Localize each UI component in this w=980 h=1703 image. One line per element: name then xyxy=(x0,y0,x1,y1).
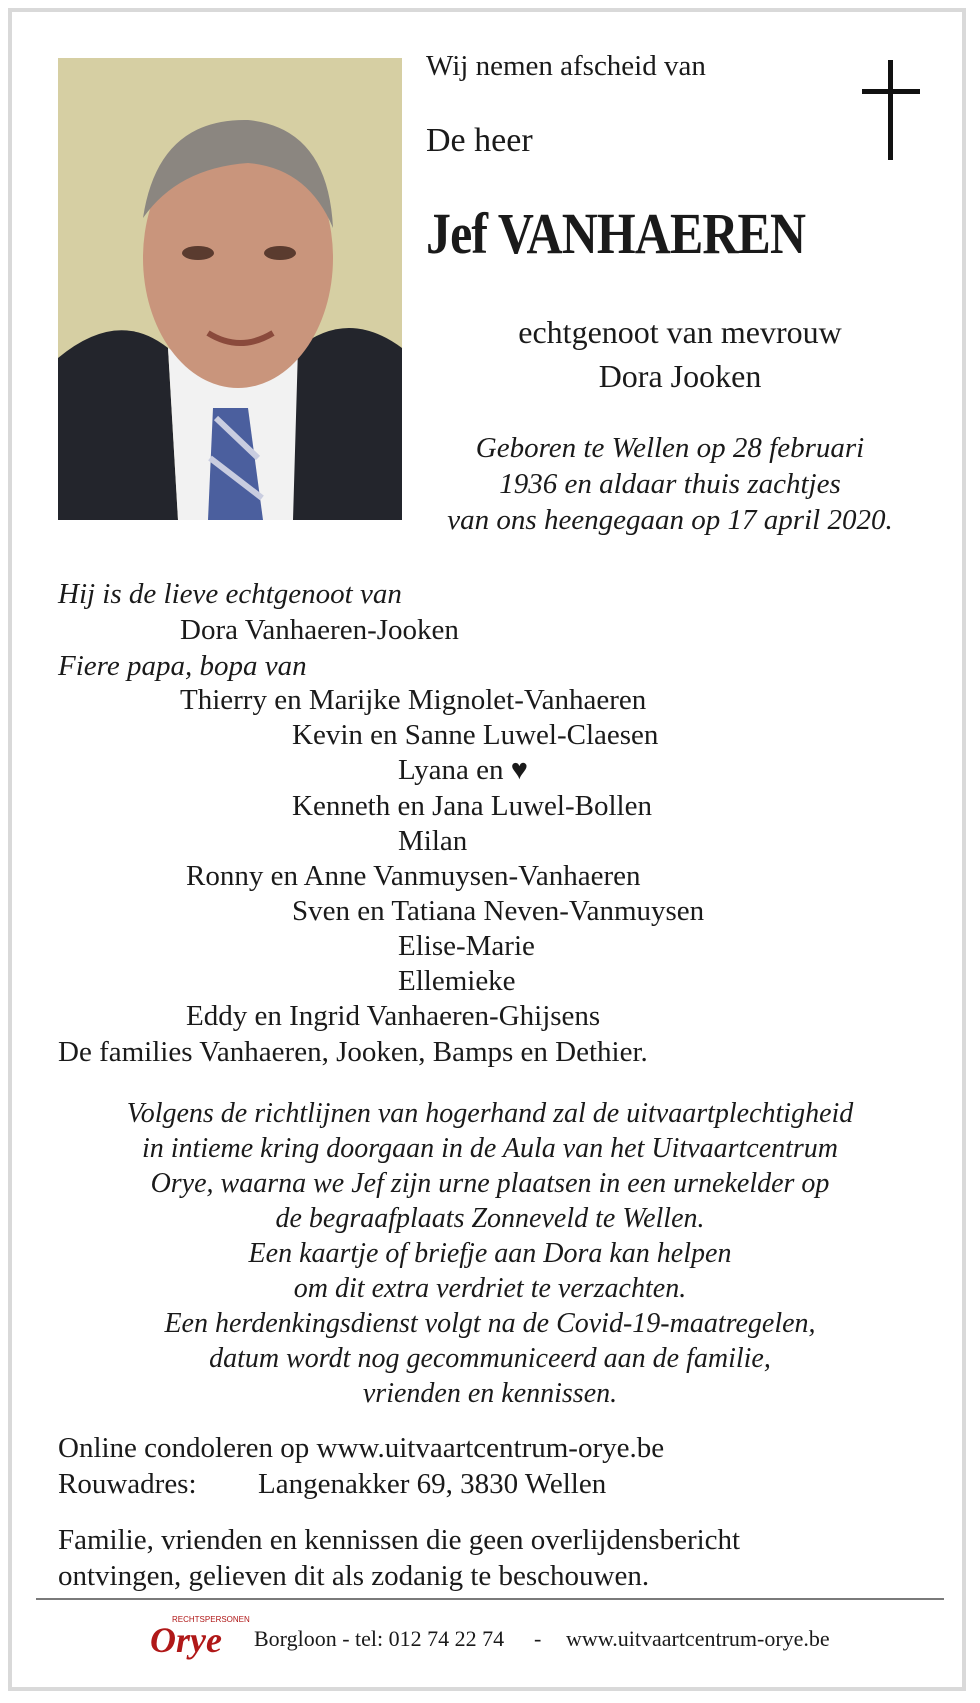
logo-tagline: RECHTSPERSONEN xyxy=(172,1615,250,1624)
notice-line: Een kaartje of briefje aan Dora kan helpen xyxy=(248,1238,732,1269)
family-wife: Dora Vanhaeren-Jooken xyxy=(180,614,459,646)
notice-line: Volgens de richtlijnen van hogerhand zal de uitvaartplechtigheid xyxy=(126,1098,854,1129)
family-member: Ellemieke xyxy=(398,965,516,997)
birth-line-2: 1936 en aldaar thuis zachtjes xyxy=(499,468,841,500)
notice-line: om dit extra verdriet te verzachten. xyxy=(293,1273,687,1304)
footer-website: www.uitvaartcentrum-orye.be xyxy=(566,1626,830,1651)
spouse-line-1: echtgenoot van mevrouw xyxy=(518,314,842,350)
address-label: Rouwadres: xyxy=(58,1468,197,1500)
family-member: Elise-Marie xyxy=(398,930,535,962)
orye-logo xyxy=(150,1615,250,1665)
footer-separator: - xyxy=(534,1626,542,1651)
family-member: Lyana en ♥ xyxy=(398,754,528,786)
family-intro-2: Fiere papa, bopa van xyxy=(58,650,307,682)
footer-divider xyxy=(36,1598,944,1600)
notice-line: in intieme kring doorgaan in de Aula van het Uitvaartcentrum xyxy=(141,1133,838,1164)
logo-wordmark: Orye xyxy=(150,1620,222,1660)
family-intro-1: Hij is de lieve echtgenoot van xyxy=(58,578,402,610)
notice-line: datum wordt nog gecommuniceerd aan de familie, xyxy=(209,1343,771,1374)
honorific: De heer xyxy=(426,122,533,159)
family-member: Milan xyxy=(398,825,468,857)
spouse-line-2: Dora Jooken xyxy=(598,358,762,394)
notice-line: Een herdenkingsdienst volgt na de Covid-19-maatregelen, xyxy=(164,1308,816,1339)
notice-line: vrienden en kennissen. xyxy=(362,1378,618,1409)
closing-line-2: ontvingen, gelieven dit als zodanig te beschouwen. xyxy=(58,1560,650,1592)
notice-line: de begraafplaats Zonneveld te Wellen. xyxy=(275,1203,705,1234)
birth-line-3: van ons heengegaan op 17 april 2020. xyxy=(447,504,893,536)
family-member: Eddy en Ingrid Vanhaeren-Ghijsens xyxy=(186,1000,601,1032)
online-condolences: Online condoleren op www.uitvaartcentrum-orye.be xyxy=(58,1432,665,1464)
closing-line-1: Familie, vrienden en kennissen die geen overlijdensbericht xyxy=(58,1524,741,1556)
intro-text: Wij nemen afscheid van xyxy=(426,50,706,82)
family-member: Kevin en Sanne Luwel-Claesen xyxy=(292,719,659,751)
birth-line-1: Geboren te Wellen op 28 februari xyxy=(475,432,865,464)
family-names: De families Vanhaeren, Jooken, Bamps en Dethier. xyxy=(58,1036,648,1068)
portrait-photo xyxy=(58,58,402,520)
family-member: Kenneth en Jana Luwel-Bollen xyxy=(292,790,652,822)
cross-icon xyxy=(862,60,920,160)
address-value: Langenakker 69, 3830 Wellen xyxy=(258,1468,607,1500)
footer-location-phone: Borgloon - tel: 012 74 22 74 xyxy=(254,1626,505,1651)
notice-line: Orye, waarna we Jef zijn urne plaatsen in een urnekelder op xyxy=(150,1168,830,1199)
family-member: Thierry en Marijke Mignolet-Vanhaeren xyxy=(180,684,647,716)
deceased-name: Jef VANHAEREN xyxy=(426,201,806,266)
family-member: Ronny en Anne Vanmuysen-Vanhaeren xyxy=(186,860,641,892)
family-member: Sven en Tatiana Neven-Vanmuysen xyxy=(292,895,705,927)
